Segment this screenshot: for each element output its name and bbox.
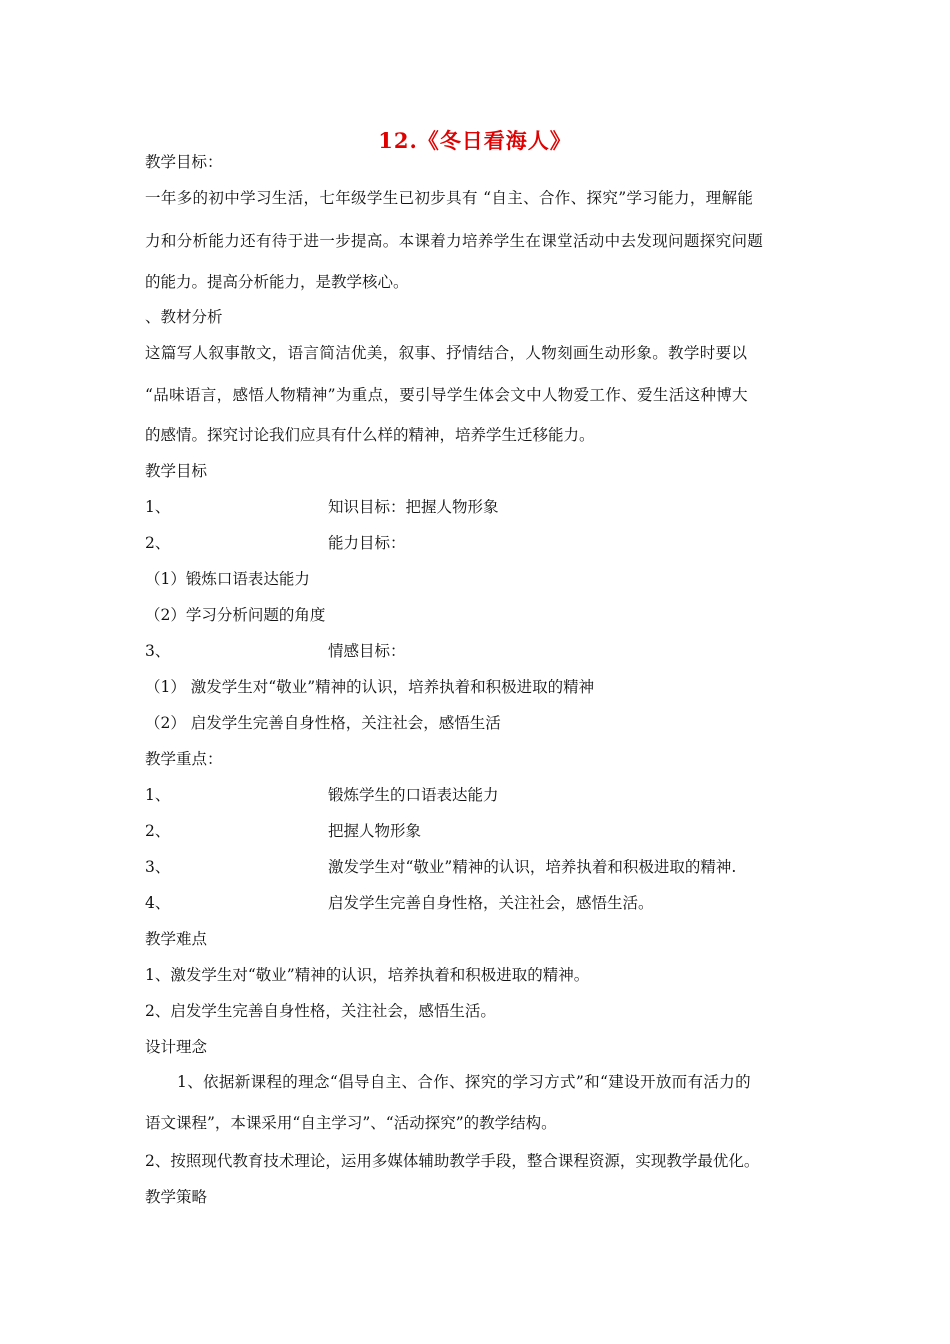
difficulty-item-2: 2、启发学生完善自身性格，关注社会，感悟生活。 [145, 1002, 496, 1020]
objective-3-text: 情感目标： [328, 642, 406, 660]
objective-3-number: 3、 [145, 642, 171, 660]
document-title: 12.《冬日看海人》 [378, 128, 572, 153]
key-point-3-text: 激发学生对“敬业”精神的认识，培养执着和积极进取的精神. [328, 858, 737, 876]
concept-para-line-3: 2、按照现代教育技术理论，运用多媒体辅助教学手段，整合课程资源，实现教学最优化。 [145, 1152, 760, 1170]
goal-para-line-2: 力和分析能力还有待于进一步提高。本课着力培养学生在课堂活动中去发现问题探究问题 [145, 232, 764, 250]
key-point-2-number: 2、 [145, 822, 171, 840]
key-point-2-text: 把握人物形象 [328, 822, 422, 840]
key-point-4-number: 4、 [145, 894, 171, 912]
objective-2-text: 能力目标： [328, 534, 406, 552]
concept-para-line-1: 1、依据新课程的理念“倡导自主、合作、探究的学习方式”和“建设开放而有活力的 [177, 1073, 751, 1091]
key-point-1-number: 1、 [145, 786, 171, 804]
key-point-1-text: 锻炼学生的口语表达能力 [328, 786, 499, 804]
emotion-item-1: （1） 激发学生对“敬业”精神的认识，培养执着和积极进取的精神 [145, 678, 595, 696]
concept-para-line-2: 语文课程”，本课采用“自主学习”、“活动探究”的教学结构。 [145, 1114, 557, 1132]
objective-1-text: 知识目标：把握人物形象 [328, 498, 499, 516]
concept-heading: 设计理念 [145, 1038, 208, 1056]
material-para-line-2: “品味语言，感悟人物精神”为重点，要引导学生体会文中人物爱工作、爱生活这种博大 [145, 386, 749, 404]
key-heading: 教学重点： [145, 750, 223, 768]
objective-2-number: 2、 [145, 534, 171, 552]
material-para-line-3: 的感情。探究讨论我们应具有什么样的精神，培养学生迁移能力。 [145, 426, 595, 444]
goal-para-line-3: 的能力。提高分析能力，是教学核心。 [145, 273, 409, 291]
objectives-heading: 教学目标 [145, 462, 208, 480]
material-para-line-1: 这篇写人叙事散文，语言简洁优美，叙事、抒情结合，人物刻画生动形象。教学时要以 [145, 344, 748, 362]
material-heading: 、教材分析 [145, 308, 223, 326]
key-point-4-text: 启发学生完善自身性格，关注社会，感悟生活。 [328, 894, 654, 912]
difficulty-item-1: 1、激发学生对“敬业”精神的认识，培养执着和积极进取的精神。 [145, 966, 590, 984]
emotion-item-2: （2） 启发学生完善自身性格，关注社会，感悟生活 [145, 714, 501, 732]
difficulty-heading: 教学难点 [145, 930, 208, 948]
key-point-3-number: 3、 [145, 858, 171, 876]
goal-heading: 教学目标： [145, 153, 223, 171]
objective-1-number: 1、 [145, 498, 171, 516]
ability-item-2: （2）学习分析问题的角度 [145, 606, 326, 624]
goal-para-line-1: 一年多的初中学习生活，七年级学生已初步具有 “自主、合作、探究”学习能力，理解能 [145, 189, 754, 207]
ability-item-1: （1）锻炼口语表达能力 [145, 570, 310, 588]
strategy-heading: 教学策略 [145, 1188, 208, 1206]
